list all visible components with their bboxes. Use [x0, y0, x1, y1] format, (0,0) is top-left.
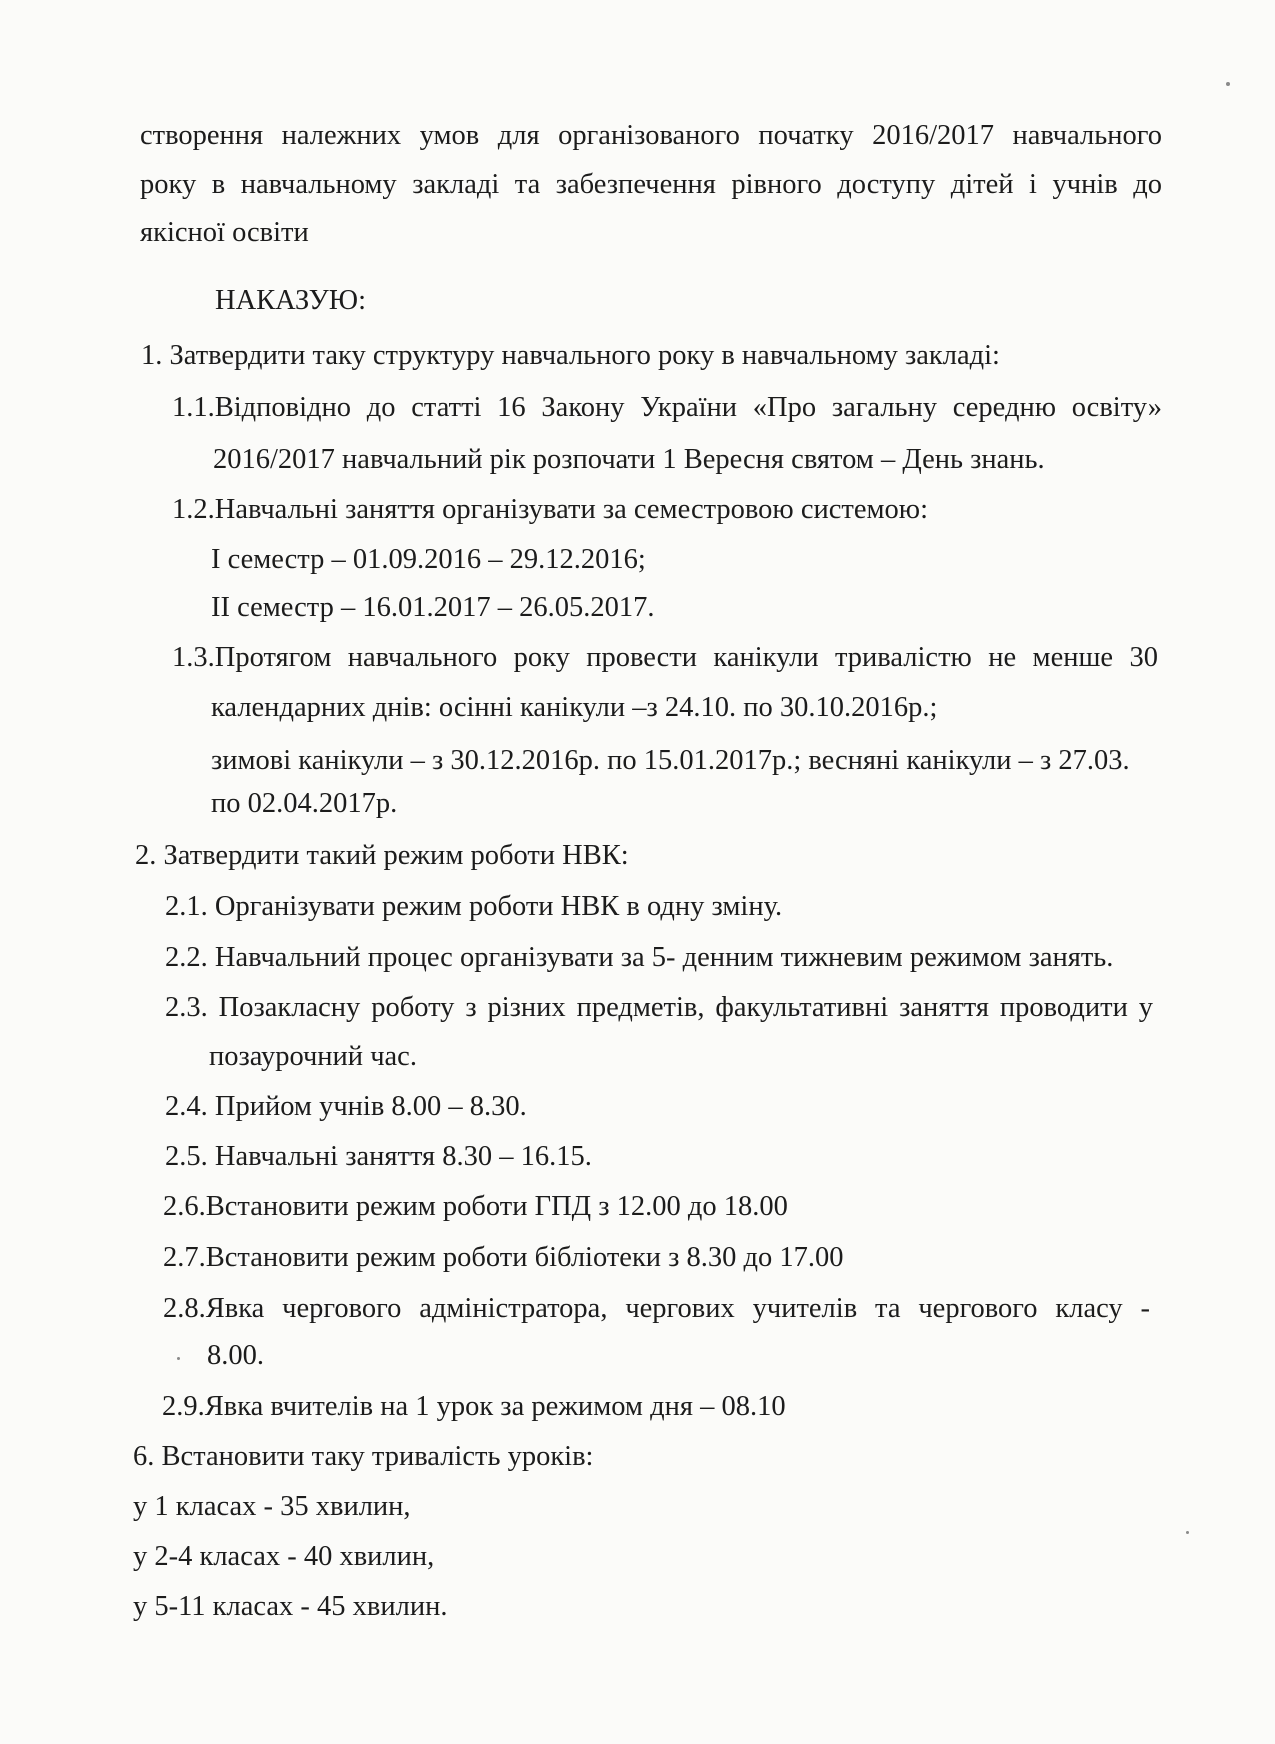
lesson-duration-line: у 5-11 класах - 45 хвилин.: [133, 1591, 448, 1622]
item-2-4: 2.4. Прийом учнів 8.00 – 8.30.: [165, 1091, 527, 1122]
item-1-3-line: календарних днів: осінні канікули –з 24.10. по 30.10.2016р.;: [211, 692, 938, 723]
item-1-3-line: по 02.04.2017р.: [211, 788, 398, 819]
intro-line: року в навчальному закладі та забезпечення рівного доступу дітей і учнів до: [140, 169, 1162, 200]
item-2-7: 2.7.Встановити режим роботи бібліотеки з 8.30 до 17.00: [163, 1242, 844, 1273]
item-1-1-line: 2016/2017 навчальний рік розпочати 1 Вересня святом – День знань.: [213, 444, 1045, 475]
item-2-3-line: 2.3. Позакласну роботу з різних предметів, факультативні заняття проводити у: [165, 992, 1153, 1023]
intro-line: створення належних умов для організованого початку 2016/2017 навчального: [140, 120, 1162, 151]
item-2-8-line: 2.8.Явка чергового адміністратора, чергових учителів та чергового класу -: [163, 1293, 1150, 1324]
item-1-2-line: 1.2.Навчальні заняття організувати за семестровою системою:: [172, 494, 928, 525]
item-2-1: 2.1. Організувати режим роботи НВК в одну зміну.: [165, 891, 783, 922]
item-1-3-line: 1.3.Протягом навчального року провести канікули тривалістю не менше 30: [172, 642, 1158, 673]
semester-2: ІІ семестр – 16.01.2017 – 26.05.2017.: [211, 592, 655, 623]
scan-speck: [1226, 82, 1230, 86]
lesson-duration-line: у 1 класах - 35 хвилин,: [133, 1491, 411, 1522]
item-2-9: 2.9.Явка вчителів на 1 урок за режимом дня – 08.10: [162, 1391, 786, 1422]
item-2-3-line: позаурочний час.: [209, 1041, 417, 1072]
intro-line: якісної освіти: [140, 217, 309, 248]
lesson-duration-line: у 2-4 класах - 40 хвилин,: [133, 1541, 435, 1572]
semester-1: І семестр – 01.09.2016 – 29.12.2016;: [211, 544, 646, 575]
item-2-title: 2. Затвердити такий режим роботи НВК:: [135, 840, 629, 871]
item-2-8-line: 8.00.: [207, 1340, 264, 1371]
scan-speck: [1186, 1531, 1189, 1534]
item-2-5: 2.5. Навчальні заняття 8.30 – 16.15.: [165, 1141, 592, 1172]
item-6-title: 6. Встановити таку тривалість уроків:: [133, 1441, 594, 1472]
item-2-2: 2.2. Навчальний процес організувати за 5- денним тижневим режимом занять.: [165, 942, 1114, 973]
scan-speck: [177, 1357, 180, 1360]
item-1-title: 1. Затвердити таку структуру навчального року в навчальному закладі:: [141, 340, 1000, 371]
item-2-6: 2.6.Встановити режим роботи ГПД з 12.00 до 18.00: [163, 1191, 788, 1222]
order-heading: НАКАЗУЮ:: [215, 285, 367, 316]
item-1-3-line: зимові канікули – з 30.12.2016р. по 15.01.2017р.; весняні канікули – з 27.03.: [211, 745, 1130, 776]
item-1-1-line: 1.1.Відповідно до статті 16 Закону України «Про загальну середню освіту»: [172, 392, 1162, 423]
